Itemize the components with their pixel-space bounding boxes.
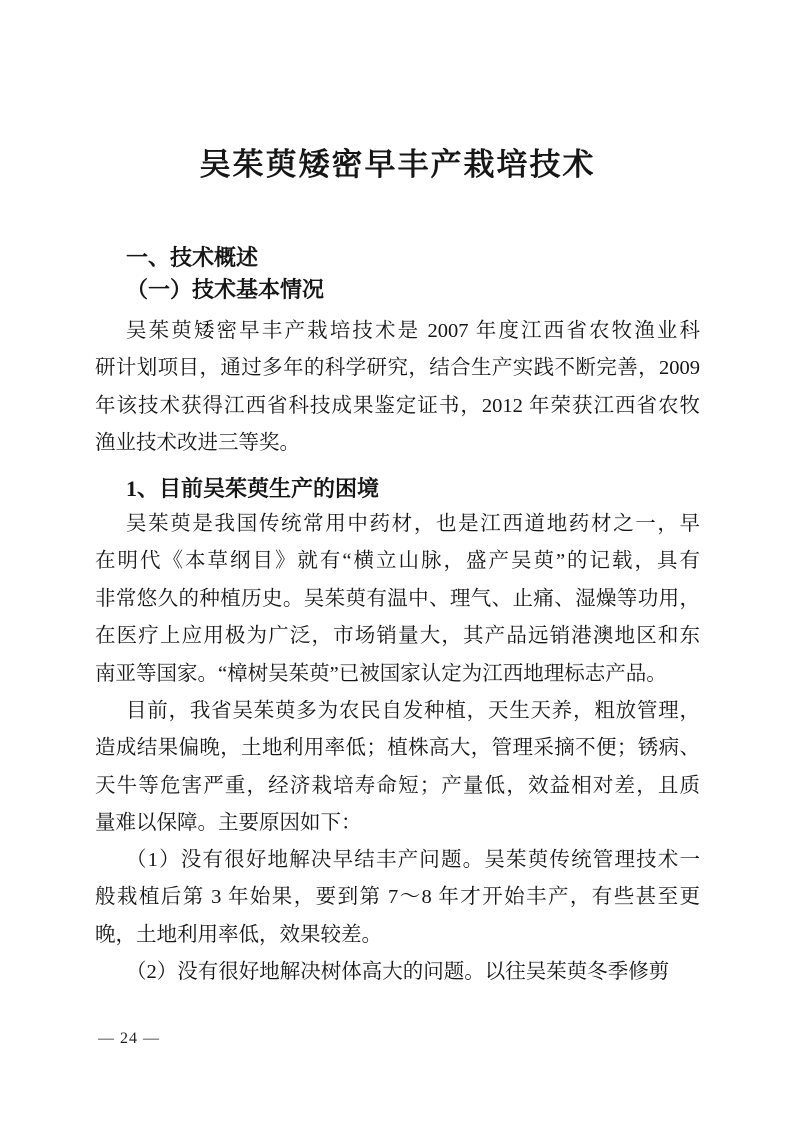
topic-heading: 1、目前吴茱萸生产的困境 — [126, 476, 380, 501]
paragraph-line: 南亚等国家。“樟树吴茱萸”已被国家认定为江西地理标志产品。 — [95, 662, 667, 685]
paragraph-line: 目前，我省吴茱萸多为农民自发种植，天生天养，粗放管理， — [126, 700, 700, 722]
paragraph-line: 吴茱萸是我国传统常用中药材，也是江西道地药材之一，早 — [126, 513, 700, 535]
paragraph-line: 量难以保障。主要原因如下： — [95, 812, 362, 835]
section-heading: 一、技术概述 — [126, 245, 259, 270]
paragraph — [95, 313, 700, 463]
paragraph-line: （1）没有很好地解决早结丰产问题。吴茱萸传统管理技术一 — [126, 849, 700, 871]
document-title: 吴茱萸矮密早丰产栽培技术 — [199, 147, 596, 182]
paragraph — [95, 842, 700, 954]
paragraph-line: 在明代《本草纲目》就有“横立山脉，盛产吴萸”的记载，具有 — [95, 550, 700, 573]
page-number: — 24 — — [98, 1030, 160, 1047]
paragraph-line: 天牛等危害严重，经济栽培寿命短；产量低，效益相对差，且质 — [95, 774, 700, 797]
paragraph-line: 年该技术获得江西省科技成果鉴定证书，2012 年荣获江西省农牧 — [95, 394, 700, 417]
paragraph-line: （2）没有很好地解决树体高大的问题。以往吴茱萸冬季修剪 — [126, 961, 670, 983]
paragraph-line: 吴茱萸矮密早丰产栽培技术是 2007 年度江西省农牧渔业科 — [126, 320, 700, 342]
subsection-heading: （一）技术基本情况 — [126, 277, 325, 302]
paragraph-line: 晚，土地利用率低，效果较差。 — [95, 923, 382, 946]
paragraph — [95, 954, 700, 991]
paragraph-line: 造成结果偏晚，土地利用率低；植株高大，管理采摘不便；锈病、 — [95, 737, 700, 760]
paragraph-line: 研计划项目，通过多年的科学研究，结合生产实践不断完善，2009 — [95, 357, 700, 380]
paragraph-line: 般栽植后第 3 年始果，要到第 7～8 年才开始丰产，有些甚至更 — [95, 886, 700, 909]
paragraph-line: 在医疗上应用极为广泛，市场销量大，其产品远销港澳地区和东 — [95, 625, 700, 648]
paragraph-line: 非常悠久的种植历史。吴茱萸有温中、理气、止痛、湿燥等功用， — [95, 587, 700, 610]
paragraph — [95, 506, 700, 693]
paragraph — [95, 693, 700, 843]
paragraph-line: 渔业技术改进三等奖。 — [95, 432, 300, 455]
